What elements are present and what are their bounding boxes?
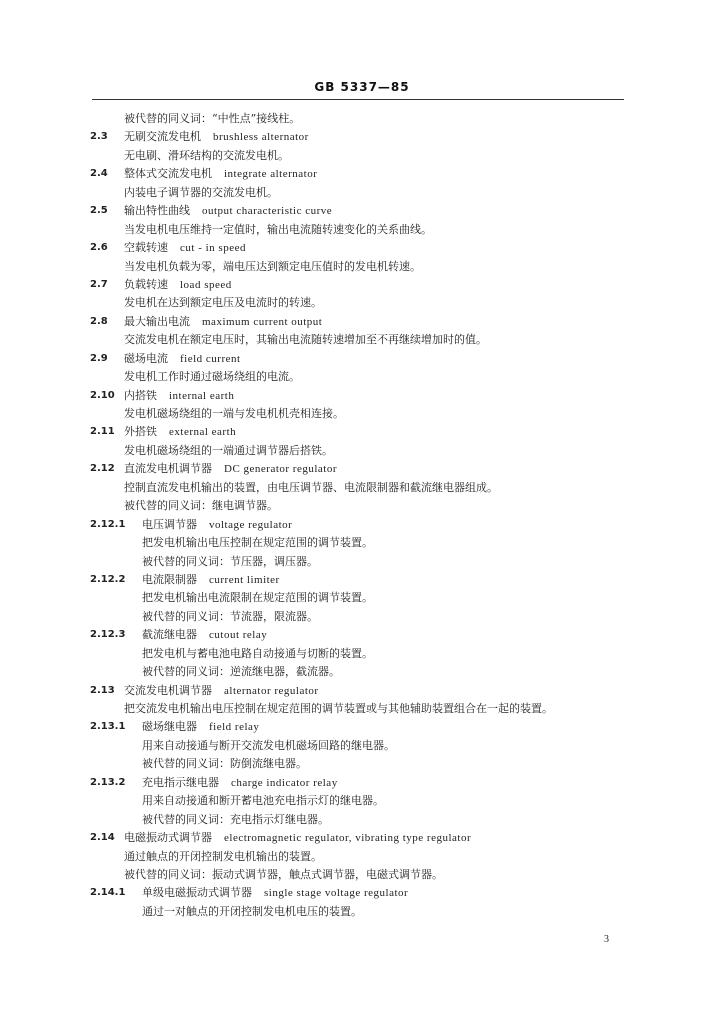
definition-text: 被代替的同义词：振动式调节器，触点式调节器，电磁式调节器。 [124, 867, 443, 881]
clause-number: 2.4 [90, 168, 108, 180]
term-chinese: 无刷交流发电机 [124, 130, 201, 144]
term-heading [142, 626, 267, 644]
definition-line [0, 368, 724, 386]
term-english: output characteristic curve [202, 205, 333, 218]
definition-line [0, 534, 724, 552]
term-english: internal earth [169, 389, 235, 402]
term-entry-line [0, 884, 724, 902]
term-english: external earth [169, 426, 237, 439]
term-english: charge indicator relay [231, 776, 338, 789]
definition-text: 内装电子调节器的交流发电机。 [124, 185, 278, 199]
term-english: voltage regulator [209, 518, 293, 531]
term-chinese: 交流发电机调节器 [124, 683, 212, 697]
clause-number: 2.3 [90, 131, 108, 143]
definition-text: 通过触点的开闭控制发电机输出的装置。 [124, 849, 322, 863]
term-chinese: 负载转速 [124, 277, 168, 291]
clause-number: 2.12.3 [90, 629, 126, 641]
term-entry-line [0, 165, 724, 183]
term-english: maximum current output [202, 315, 323, 328]
clause-number: 2.10 [90, 389, 115, 401]
definition-line [0, 700, 724, 718]
term-chinese: 截流继电器 [142, 628, 197, 642]
page-number: 3 [604, 934, 609, 945]
definition-text: 当发电机电压维持一定值时，输出电流随转速变化的关系曲线。 [124, 222, 432, 236]
term-heading [124, 165, 317, 183]
term-entry-line [0, 350, 724, 368]
definition-line [0, 737, 724, 755]
term-chinese: 单级电磁振动式调节器 [142, 886, 252, 900]
term-heading [142, 571, 280, 589]
term-english: brushless alternator [213, 131, 309, 144]
term-chinese: 整体式交流发电机 [124, 167, 212, 181]
definition-line [0, 258, 724, 276]
definition-line [0, 848, 724, 866]
term-english: DC generator regulator [224, 463, 338, 476]
definition-text: 发电机工作时通过磁场绕组的电流。 [124, 370, 300, 384]
term-chinese: 最大输出电流 [124, 314, 190, 328]
term-heading [142, 884, 408, 902]
term-entry-line [0, 571, 724, 589]
term-english: load speed [180, 278, 232, 291]
definition-text: 把发电机输出电流限制在规定范围的调节装置。 [142, 591, 373, 605]
definition-line [0, 645, 724, 663]
definition-line [0, 608, 724, 626]
term-chinese: 电磁振动式调节器 [124, 831, 212, 845]
definition-line [0, 184, 724, 202]
term-english: cut - in speed [180, 242, 246, 255]
definition-text: 把发电机输出电压控制在规定范围的调节装置。 [142, 536, 373, 550]
clause-number: 2.9 [90, 352, 108, 364]
definition-line [0, 442, 724, 460]
definition-text: 把发电机与蓄电池电路自动接通与切断的装置。 [142, 646, 373, 660]
term-entry-line [0, 202, 724, 220]
clause-number: 2.14.1 [90, 887, 126, 899]
clause-number: 2.12.2 [90, 573, 126, 585]
definition-line [0, 553, 724, 571]
term-chinese: 充电指示继电器 [142, 775, 219, 789]
clause-number: 2.6 [90, 242, 108, 254]
term-entry-line [0, 626, 724, 644]
definition-line [0, 866, 724, 884]
document-body [0, 110, 724, 921]
term-entry-line [0, 128, 724, 146]
term-heading [124, 387, 234, 405]
clause-number: 2.8 [90, 315, 108, 327]
clause-number: 2.11 [90, 426, 115, 438]
definition-line [0, 589, 724, 607]
clause-number: 2.13 [90, 684, 115, 696]
definition-text: 发电机磁场绕组的一端与发电机机壳相连接。 [124, 407, 344, 420]
term-heading [142, 774, 338, 792]
clause-number: 2.5 [90, 205, 108, 217]
clause-number: 2.13.1 [90, 721, 126, 733]
definition-line [0, 479, 724, 497]
term-heading [124, 239, 246, 257]
term-entry-line [0, 829, 724, 847]
definition-line [0, 405, 724, 423]
definition-line [0, 110, 724, 128]
definition-text: 被代替的同义词：防倒流继电器。 [142, 757, 307, 771]
definition-text: 发电机在达到额定电压及电流时的转速。 [124, 296, 322, 310]
term-heading [142, 718, 259, 736]
term-entry-line [0, 774, 724, 792]
term-english: single stage voltage regulator [264, 887, 409, 900]
term-entry-line [0, 460, 724, 478]
clause-number: 2.12 [90, 463, 115, 475]
term-chinese: 外搭铁 [124, 425, 157, 439]
term-heading [124, 313, 322, 331]
term-chinese: 磁场继电器 [142, 720, 197, 734]
term-english: alternator regulator [224, 684, 319, 697]
term-chinese: 电流限制器 [142, 572, 197, 586]
definition-text: 用来自动接通与断开交流发电机磁场回路的继电器。 [142, 738, 395, 752]
term-heading [124, 202, 332, 220]
term-chinese: 内搭铁 [124, 388, 157, 402]
definition-text: 被代替的同义词：逆流继电器，截流器。 [142, 665, 340, 679]
term-entry-line [0, 313, 724, 331]
term-heading [124, 829, 471, 847]
definition-text: 交流发电机在额定电压时，其输出电流随转速增加至不再继续增加时的值。 [124, 333, 487, 347]
definition-text: 当发电机负载为零，端电压达到额定电压值时的发电机转速。 [124, 259, 421, 273]
definition-text: 把交流发电机输出电压控制在规定范围的调节装置或与其他辅助装置组合在一起的装置。 [124, 702, 553, 715]
definition-text: 被代替的同义词：节流器，限流器。 [142, 609, 318, 623]
term-heading [142, 516, 292, 534]
term-english: field relay [209, 721, 260, 734]
definition-text: 被代替的同义词：充电指示灯继电器。 [142, 812, 329, 826]
definition-text: 通过一对触点的开闭控制发电机电压的装置。 [142, 904, 362, 918]
definition-line [0, 331, 724, 349]
definition-line [0, 755, 724, 773]
definition-line [0, 221, 724, 239]
term-english: integrate alternator [224, 168, 318, 181]
term-chinese: 输出特性曲线 [124, 204, 190, 218]
term-entry-line [0, 423, 724, 441]
page-header-title: GB 5337—85 [314, 80, 410, 94]
definition-text: 用来自动接通和断开蓄电池充电指示灯的继电器。 [142, 794, 384, 808]
clause-number: 2.13.2 [90, 776, 126, 788]
term-heading [124, 350, 241, 368]
definition-line [0, 147, 724, 165]
term-entry-line [0, 387, 724, 405]
term-entry-line [0, 718, 724, 736]
clause-number: 2.14 [90, 832, 115, 844]
term-heading [124, 276, 232, 294]
definition-line [0, 903, 724, 921]
term-english: current limiter [209, 573, 280, 586]
term-chinese: 空载转速 [124, 241, 168, 255]
header-rule [92, 99, 624, 100]
definition-line [0, 811, 724, 829]
term-entry-line [0, 239, 724, 257]
term-english: electromagnetic regulator, vibrating type regulator [224, 832, 472, 845]
term-entry-line [0, 682, 724, 700]
term-english: cutout relay [209, 629, 268, 642]
definition-line [0, 663, 724, 681]
clause-number: 2.12.1 [90, 518, 126, 530]
definition-line [0, 497, 724, 515]
clause-number: 2.7 [90, 278, 108, 290]
definition-text: 被代替的同义词：节压器，调压器。 [142, 554, 318, 568]
term-entry-line [0, 276, 724, 294]
term-chinese: 电压调节器 [142, 517, 197, 531]
definition-line [0, 792, 724, 810]
term-heading [124, 128, 309, 146]
definition-text: 被代替的同义词：继电调节器。 [124, 499, 278, 513]
term-entry-line [0, 516, 724, 534]
definition-text: 无电刷、滑环结构的交流发电机。 [124, 148, 289, 162]
term-heading [124, 682, 319, 700]
term-english: field current [180, 352, 241, 365]
definition-line [0, 294, 724, 312]
definition-text: 发电机磁场绕组的一端通过调节器后搭铁。 [124, 443, 333, 457]
term-heading [124, 423, 236, 441]
term-heading [124, 460, 337, 478]
term-chinese: 磁场电流 [124, 351, 168, 365]
definition-text: 控制直流发电机输出的装置，由电压调节器、电流限制器和截流继电器组成。 [124, 480, 498, 494]
definition-text: 被代替的同义词：“中性点”接线柱。 [124, 112, 301, 125]
term-chinese: 直流发电机调节器 [124, 462, 212, 476]
